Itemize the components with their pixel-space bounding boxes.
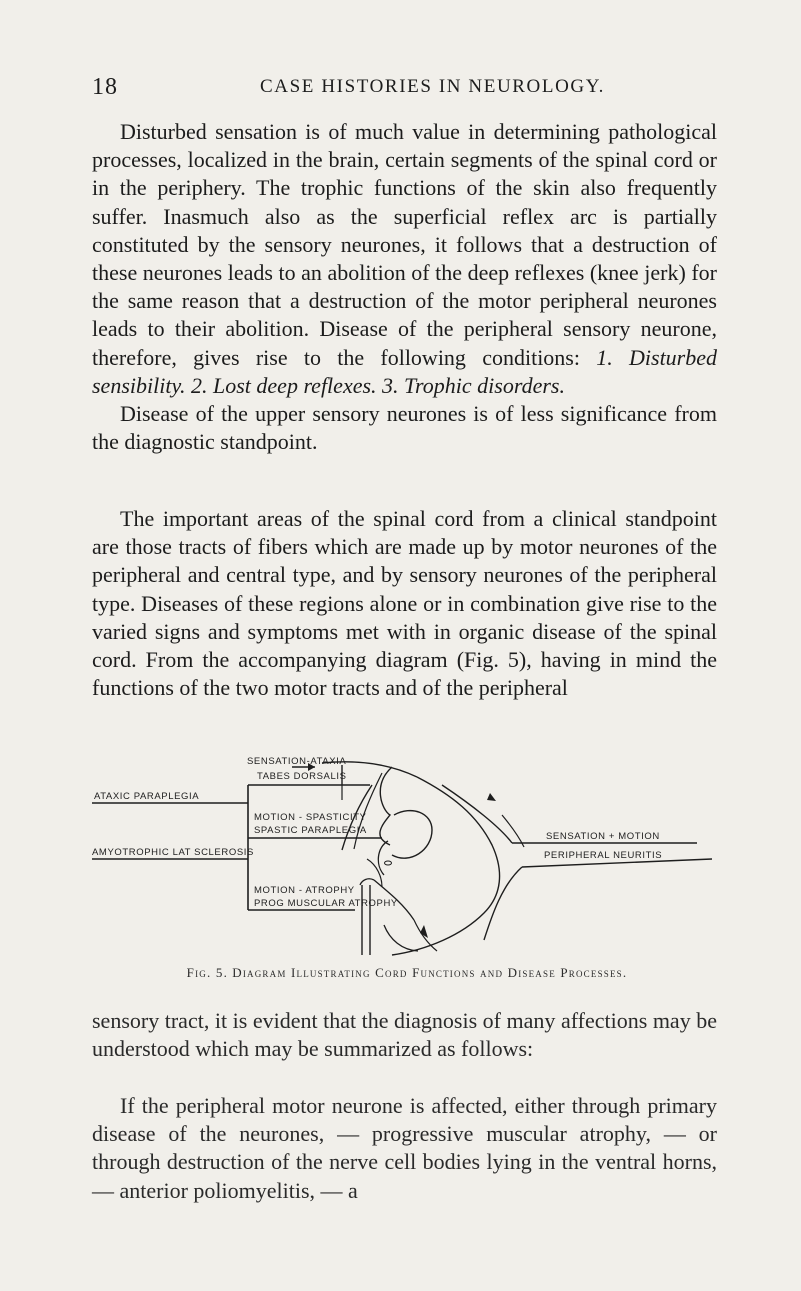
central-canal — [385, 861, 392, 865]
list-item-1: 1. Disturbed sensibility. — [92, 344, 718, 398]
figure-caption — [92, 965, 722, 981]
middle-text — [92, 505, 717, 702]
cord-diagram — [92, 755, 722, 960]
paragraph-peripheral-motor: If the peripheral motor neurone is affected, either through primary disease of the neurones, — progressive muscular atrophy, — or through destruction of the nerve cell bodies lying in the ventral horns, — anterior poliomyelitis, — a — [92, 1093, 717, 1203]
paragraph-sensory-tract: sensory tract, it is evident that the diagnosis of many affections may be understood which may be summarized as follows: — [92, 1008, 717, 1062]
label-sensation-ataxia: SENSATION-ATAXIA — [247, 756, 347, 767]
cord-right-outline — [392, 777, 500, 955]
label-prog-muscular-atrophy: PROG MUSCULAR ATROPHY — [254, 898, 398, 909]
figure-diagram — [92, 755, 722, 960]
list-item-2: 2. Lost deep reflexes. — [191, 372, 377, 398]
list-item-3: 3. Trophic disorders. — [382, 372, 565, 398]
label-motion-atrophy: MOTION - ATROPHY — [254, 885, 355, 896]
dorsal-arrowhead — [487, 793, 496, 801]
central-loop — [392, 811, 432, 859]
lateral-horn-curve — [378, 841, 388, 875]
ventral-nerve-line — [484, 867, 522, 940]
ventral-arrowhead — [420, 925, 428, 938]
paragraph-important-areas: The important areas of the spinal cord from a clinical standpoint are those tracts of fibers which are made up by motor neurones of the peripheral and central type, and by sensory neurones of the peripheral type. Diseases of these regions alone or in combination give rise to the varied signs and symptoms met with in organic disease of the spinal cord. From the accompanying diagram (Fig. 5), having in mind the functions of the two motor tracts and of the peripheral — [92, 506, 717, 701]
label-peripheral-neuritis: PERIPHERAL NEURITIS — [544, 850, 663, 861]
dorsal-horn-loop — [380, 767, 392, 845]
root-join-curve — [502, 815, 524, 847]
label-motion-spasticity: MOTION - SPASTICITY — [254, 812, 367, 823]
label-spastic-paraplegia: SPASTIC PARAPLEGIA — [254, 825, 367, 836]
lower-text-1 — [92, 1007, 717, 1063]
upper-text — [92, 118, 717, 456]
paragraph-disturbed-sensation — [92, 118, 717, 400]
label-amyotrophic-lat-sclerosis: AMYOTROPHIC LAT SCLEROSIS — [92, 847, 254, 858]
ventral-bottom-curve — [384, 925, 418, 951]
label-tabes-dorsalis: TABES DORSALIS — [257, 771, 347, 782]
running-title: CASE HISTORIES IN NEUROLOGY. — [260, 76, 605, 97]
caption-text: Diagram Illustrating Cord Functions and Disease Processes. — [232, 965, 628, 980]
label-sensation-motion: SENSATION + MOTION — [546, 831, 660, 842]
page-header — [0, 74, 801, 104]
lateral-tract-curve — [367, 859, 382, 887]
page-number: 18 — [92, 74, 118, 100]
paragraph-upper-sensory: Disease of the upper sensory neurones is of less significance from the diagnostic standpoint. — [92, 401, 717, 455]
ventral-horn-top — [360, 879, 374, 885]
label-ataxic-paraplegia: ATAXIC PARAPLEGIA — [94, 791, 200, 802]
lower-text-2 — [92, 1092, 717, 1205]
paragraph-text: Disturbed sensation is of much value in determining pathological processes, localized in the brain, certain segments of the spinal cord or in the periphery. The trophic functions of the skin also frequently suffer. Inasmuch also as the superficial reflex arc is partially constituted by the sensory neurones, it follows that a destruction of these neurones leads to an abolition of the deep reflexes (knee jerk) for the same reason that a destruction of the motor peripheral neurones leads to their abolition. Disease of the peripheral sensory neurone, therefore, gives rise to the following conditions: — [92, 119, 717, 370]
dorsal-root-line — [442, 785, 512, 843]
caption-prefix: Fig. 5. — [186, 965, 229, 980]
